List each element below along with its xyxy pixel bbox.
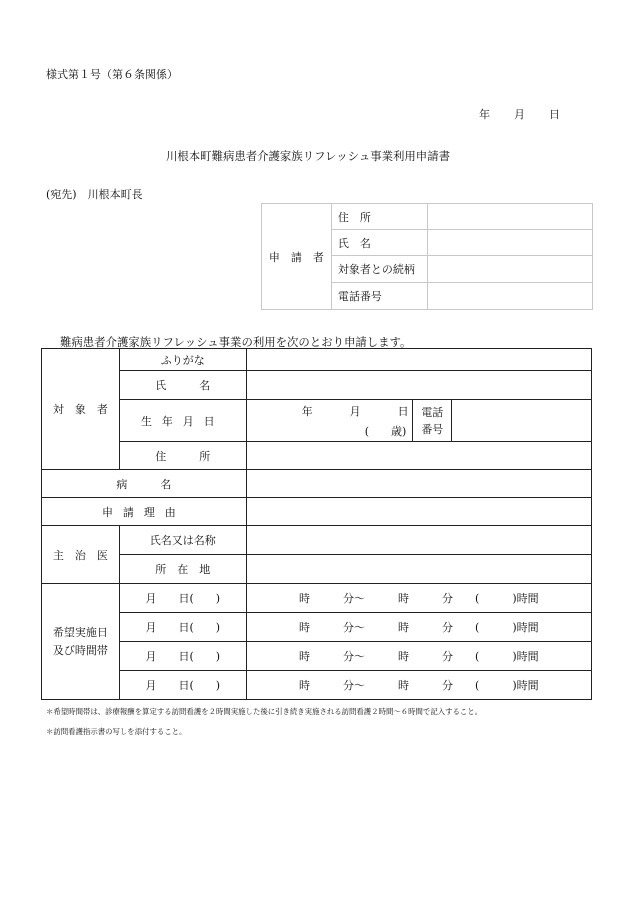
birthdate-label xyxy=(119,400,246,442)
applicant-address-field[interactable] xyxy=(427,204,592,230)
doctor-name-label: 氏名又は名称 xyxy=(119,526,246,555)
note-2: ＊訪問看護指示書の写しを添付すること。 xyxy=(46,727,187,736)
subject-address-label: 住 所 xyxy=(119,442,246,470)
schedule-time-3[interactable]: 時 分〜 時 分 ( )時間 xyxy=(246,642,591,671)
subject-name-label: 氏 名 xyxy=(119,371,246,400)
main-form-table xyxy=(41,348,592,700)
doctor-name-field[interactable] xyxy=(246,526,591,555)
reason-field[interactable] xyxy=(246,498,591,526)
age-label: ( 歳) xyxy=(364,424,407,438)
doctor-label: 主 治 医 xyxy=(42,526,120,584)
birth-month-label: 月 xyxy=(349,405,361,418)
schedule-time-4[interactable]: 時 分〜 時 分 ( )時間 xyxy=(246,671,591,700)
schedule-date-1[interactable]: 月 日( ) xyxy=(119,584,246,613)
applicant-name-field[interactable] xyxy=(427,230,592,256)
phone-label xyxy=(413,400,452,442)
subject-phone-field[interactable] xyxy=(452,400,592,442)
applicant-label: 申 請 者 xyxy=(262,204,332,310)
date-year-label: 年 xyxy=(479,108,490,121)
date-day-label: 日 xyxy=(549,108,560,121)
furigana-label: ふりがな xyxy=(119,349,246,371)
doctor-location-field[interactable] xyxy=(246,555,591,584)
schedule-label xyxy=(42,584,120,700)
subject-name-field[interactable] xyxy=(246,371,591,400)
note-1: ＊希望時間帯は、診療報酬を算定する訪問看護を２時間実施した後に引き続き実施される訪問看護２時間〜６時間で記入すること。 xyxy=(46,707,483,716)
applicant-name-label: 氏 名 xyxy=(331,230,427,256)
form-number: 様式第１号（第６条関係） xyxy=(46,68,178,81)
schedule-label-line2: 及び時間帯 xyxy=(52,643,108,657)
applicant-phone-label: 電話番号 xyxy=(331,283,427,310)
birthdate-label-text: 生年月日 xyxy=(140,414,225,428)
phone-label-line1: 電話 xyxy=(421,405,444,419)
birth-day-label: 日 xyxy=(397,405,409,418)
furigana-field[interactable] xyxy=(246,349,591,371)
birthdate-field[interactable] xyxy=(246,400,413,421)
birth-year-label: 年 xyxy=(301,405,313,418)
schedule-date-4[interactable]: 月 日( ) xyxy=(119,671,246,700)
schedule-label-line1: 希望実施日 xyxy=(52,625,108,639)
schedule-time-2[interactable]: 時 分〜 時 分 ( )時間 xyxy=(246,613,591,642)
intro-text: 難病患者介護家族リフレッシュ事業の利用を次のとおり申請します。 xyxy=(60,335,412,349)
page-title: 川根本町難病患者介護家族リフレッシュ事業利用申請書 xyxy=(166,149,450,163)
age-field[interactable] xyxy=(246,421,413,442)
applicant-phone-field[interactable] xyxy=(427,283,592,310)
subject-address-field[interactable] xyxy=(246,442,591,470)
reason-label-text: 申請理由 xyxy=(102,505,186,519)
disease-field[interactable] xyxy=(246,470,591,498)
phone-label-line2: 番号 xyxy=(421,422,444,436)
reason-label xyxy=(42,498,247,526)
subject-label: 対 象 者 xyxy=(42,349,120,470)
applicant-table xyxy=(261,203,593,310)
disease-label: 病 名 xyxy=(42,470,247,498)
applicant-address-label: 住 所 xyxy=(331,204,427,230)
applicant-relation-field[interactable] xyxy=(427,256,592,283)
doctor-location-label: 所 在 地 xyxy=(119,555,246,584)
schedule-date-2[interactable]: 月 日( ) xyxy=(119,613,246,642)
date-month-label: 月 xyxy=(514,108,525,121)
addressee: (宛先) 川根本町長 xyxy=(46,188,143,201)
schedule-time-1[interactable]: 時 分〜 時 分 ( )時間 xyxy=(246,584,591,613)
applicant-relation-label: 対象者との続柄 xyxy=(331,256,427,283)
schedule-date-3[interactable]: 月 日( ) xyxy=(119,642,246,671)
